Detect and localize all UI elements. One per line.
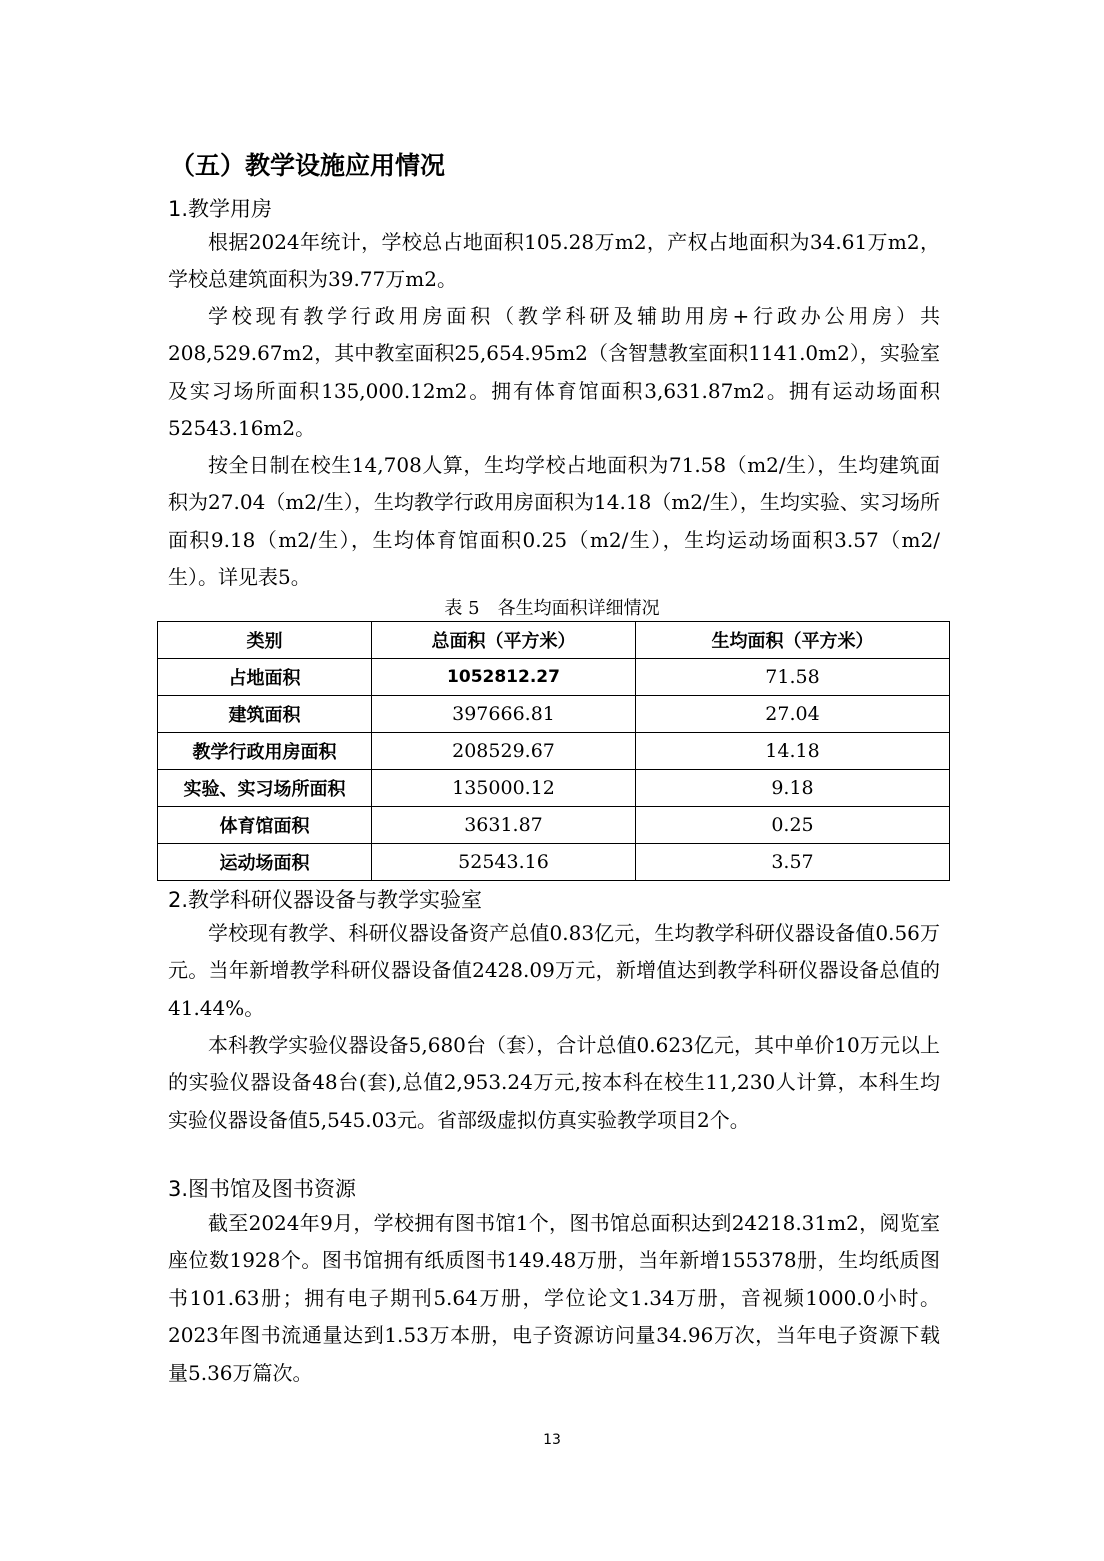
page-number: 13 <box>543 1432 561 1448</box>
row-category: 建筑面积 <box>158 696 372 733</box>
header-per-student-area: 生均面积（平方米） <box>636 622 950 659</box>
row-total-area: 135000.12 <box>372 770 636 807</box>
row-per-student-area: 3.57 <box>636 844 950 881</box>
row-per-student-area: 71.58 <box>636 659 950 696</box>
row-category: 实验、实习场所面积 <box>158 770 372 807</box>
paragraph-equipment-value: 学校现有教学、科研仪器设备资产总值0.83亿元，生均教学科研仪器设备值0.56万元。当年新增教学科研仪器设备值2428.09万元，新增值达到教学科研仪器设备总值的41.44%。 <box>168 921 940 1020</box>
row-total-area: 208529.67 <box>372 733 636 770</box>
paragraph-per-student-area: 按全日制在校生14,708人算，生均学校占地面积为71.58（m2/生），生均建筑面积为27.04（m2/生），生均教学行政用房面积为14.18（m2/生），生均实验、实习场所面积9.18（m2/生），生均体育馆面积0.25（m2/生），生均运动场面积3.57（m2/生）。详见表5。 <box>168 453 940 590</box>
subsection-heading-teaching-buildings: 1.教学用房 <box>168 197 273 221</box>
table-row <box>158 770 950 807</box>
row-per-student-area: 14.18 <box>636 733 950 770</box>
table-row <box>158 696 950 733</box>
table-row <box>158 807 950 844</box>
row-total-area: 397666.81 <box>372 696 636 733</box>
header-total-area: 总面积（平方米） <box>372 622 636 659</box>
table-row <box>158 659 950 696</box>
row-category: 运动场面积 <box>158 844 372 881</box>
table-caption: 表 5 各生均面积详细情况 <box>444 598 660 619</box>
header-category: 类别 <box>158 622 372 659</box>
paragraph-library-resources: 截至2024年9月，学校拥有图书馆1个，图书馆总面积达到24218.31m2，阅览室座位数1928个。图书馆拥有纸质图书149.48万册，当年新增155378册，生均纸质图书101.63册；拥有电子期刊5.64万册，学位论文1.34万册，音视频1000.0小时。2023年图书流通量达到1.53万本册，电子资源访问量34.96万次，当年电子资源下载量5.36万篇次。 <box>168 1211 940 1385</box>
subsection-heading-equipment: 2.教学科研仪器设备与教学实验室 <box>168 888 483 912</box>
paragraph-land-area: 根据2024年统计，学校总占地面积105.28万m2，产权占地面积为34.61万m2，学校总建筑面积为39.77万m2。 <box>168 230 940 292</box>
paragraph-lab-equipment: 本科教学实验仪器设备5,680台（套），合计总值0.623亿元，其中单价10万元以上的实验仪器设备48台(套),总值2,953.24万元,按本科在校生11,230人计算，本科生均实验仪器设备值5,545.03元。省部级虚拟仿真实验教学项目2个。 <box>168 1033 940 1132</box>
row-per-student-area: 9.18 <box>636 770 950 807</box>
row-category: 体育馆面积 <box>158 807 372 844</box>
table-header-row <box>158 622 950 659</box>
row-total-area: 1052812.27 <box>372 659 636 696</box>
row-category: 占地面积 <box>158 659 372 696</box>
row-total-area: 3631.87 <box>372 807 636 844</box>
paragraph-building-area: 学校现有教学行政用房面积（教学科研及辅助用房+行政办公用房）共208,529.67m2，其中教室面积25,654.95m2（含智慧教室面积1141.0m2），实验室及实习场所面积135,000.12m2。拥有体育馆面积3,631.87m2。拥有运动场面积52543.16m2。 <box>168 304 940 441</box>
table-row <box>158 733 950 770</box>
table-row <box>158 844 950 881</box>
section-title: （五）教学设施应用情况 <box>170 151 446 180</box>
row-per-student-area: 0.25 <box>636 807 950 844</box>
subsection-heading-library: 3.图书馆及图书资源 <box>168 1177 357 1201</box>
row-category: 教学行政用房面积 <box>158 733 372 770</box>
row-per-student-area: 27.04 <box>636 696 950 733</box>
row-total-area: 52543.16 <box>372 844 636 881</box>
area-table <box>157 621 950 881</box>
